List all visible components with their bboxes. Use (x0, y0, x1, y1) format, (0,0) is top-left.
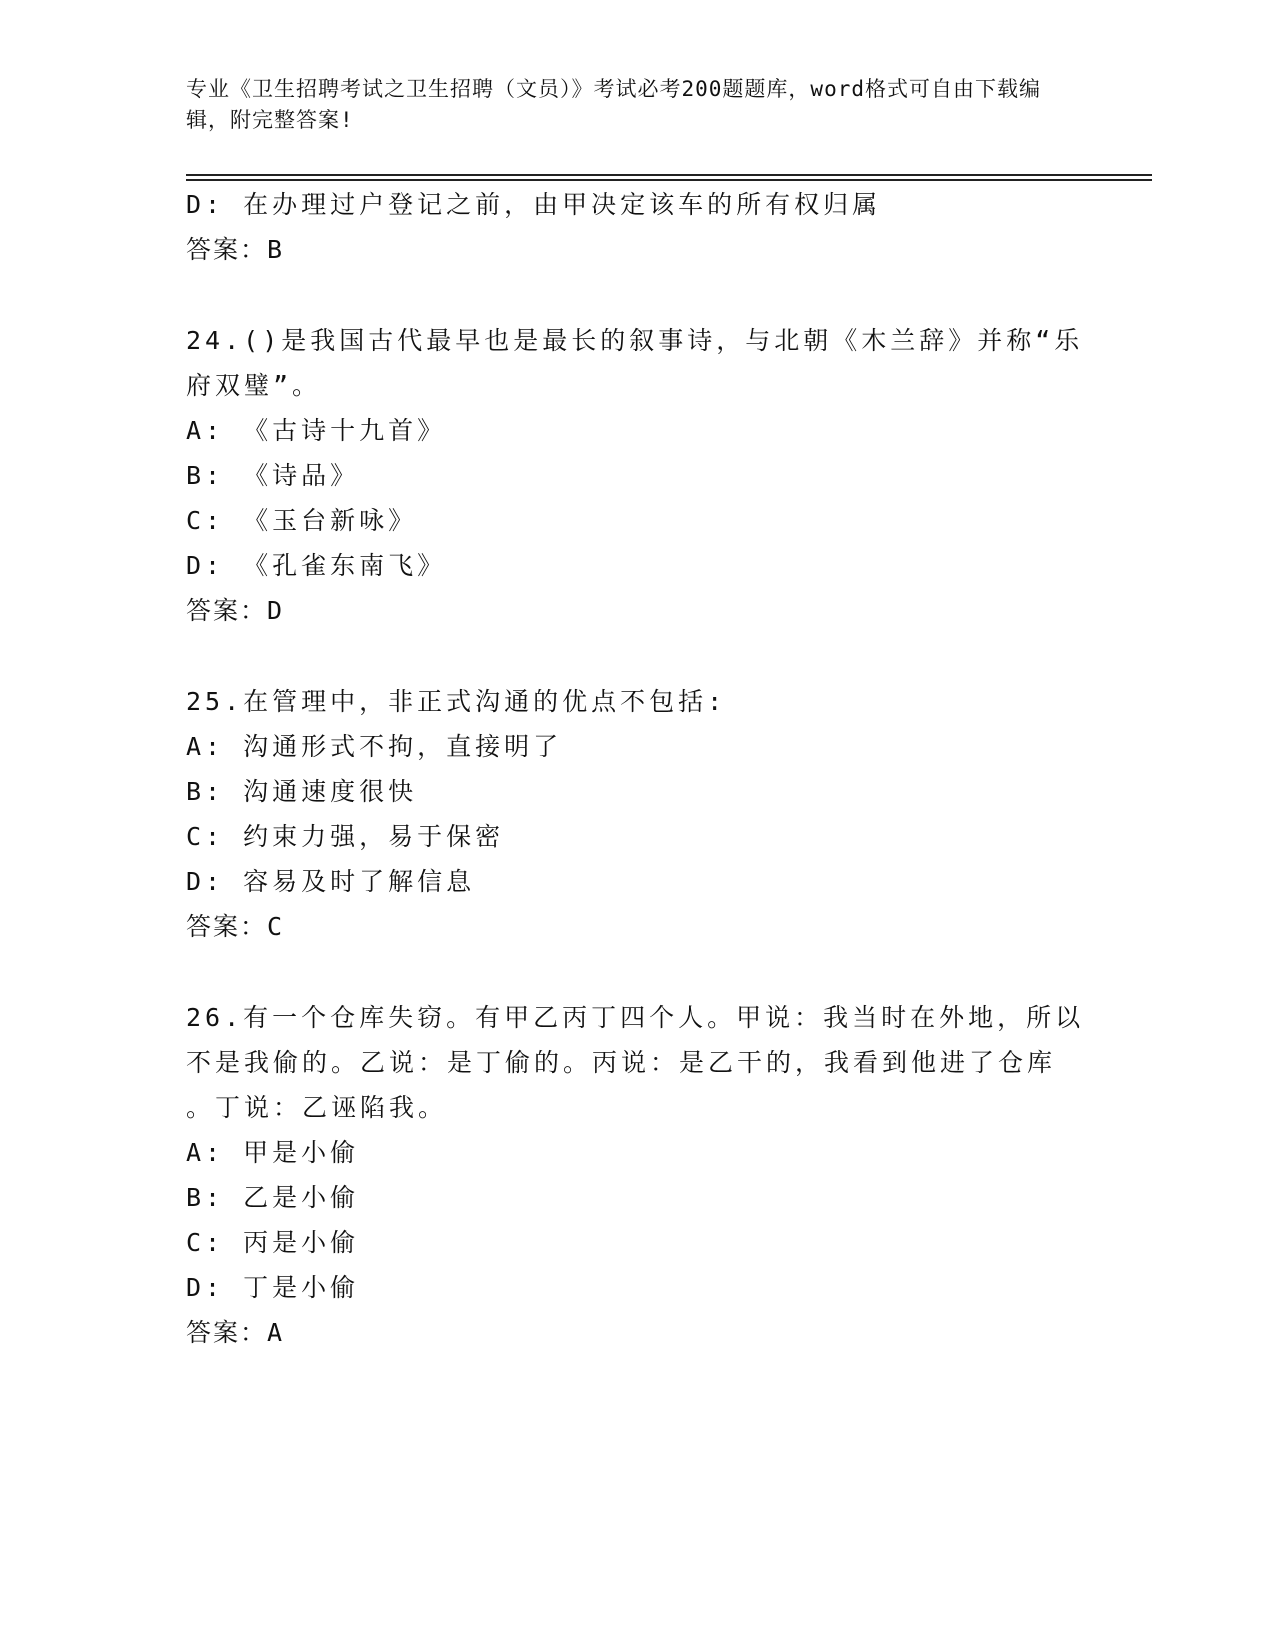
q26-option-b: B: 乙是小偷 (186, 1183, 360, 1212)
q24-option-d: D: 《孔雀东南飞》 (186, 551, 447, 580)
header-rule-top (186, 174, 1152, 176)
q25-answer: 答案：C (186, 912, 285, 941)
q26-option-c: C: 丙是小偷 (186, 1228, 360, 1257)
q24-answer: 答案：D (186, 596, 285, 625)
prev-answer: 答案：B (186, 235, 285, 264)
q25-option-c: C: 约束力强，易于保密 (186, 822, 505, 851)
q26-stem-line1: 26.有一个仓库失窃。有甲乙丙丁四个人。甲说：我当时在外地，所以 (186, 1003, 1085, 1032)
q24-option-a: A: 《古诗十九首》 (186, 416, 447, 445)
q25-option-a: A: 沟通形式不拘，直接明了 (186, 732, 563, 761)
q25-option-d: D: 容易及时了解信息 (186, 867, 476, 896)
header-rule-bottom (186, 179, 1152, 181)
q25-option-b: B: 沟通速度很快 (186, 777, 418, 806)
q26-option-d: D: 丁是小偷 (186, 1273, 360, 1302)
q24-stem-line1: 24.()是我国古代最早也是最长的叙事诗，与北朝《木兰辞》并称“乐 (186, 326, 1084, 355)
q24-stem-line2: 府双璧”。 (186, 371, 322, 400)
q26-option-a: A: 甲是小偷 (186, 1138, 360, 1167)
q24-option-b: B: 《诗品》 (186, 461, 360, 490)
q26-stem-line2: 不是我偷的。乙说：是丁偷的。丙说：是乙干的，我看到他进了仓库 (186, 1048, 1057, 1077)
q25-stem: 25.在管理中，非正式沟通的优点不包括: (186, 687, 727, 716)
q24-option-c: C: 《玉台新咏》 (186, 506, 418, 535)
q26-stem-line3: 。丁说：乙诬陷我。 (186, 1093, 448, 1122)
q26-answer: 答案：A (186, 1318, 285, 1347)
prev-option-d: D: 在办理过户登记之前，由甲决定该车的所有权归属 (186, 190, 882, 219)
document-header: 专业《卫生招聘考试之卫生招聘（文员）》考试必考200题题库，word格式可自由下载编辑，附完整答案! (186, 77, 1041, 132)
